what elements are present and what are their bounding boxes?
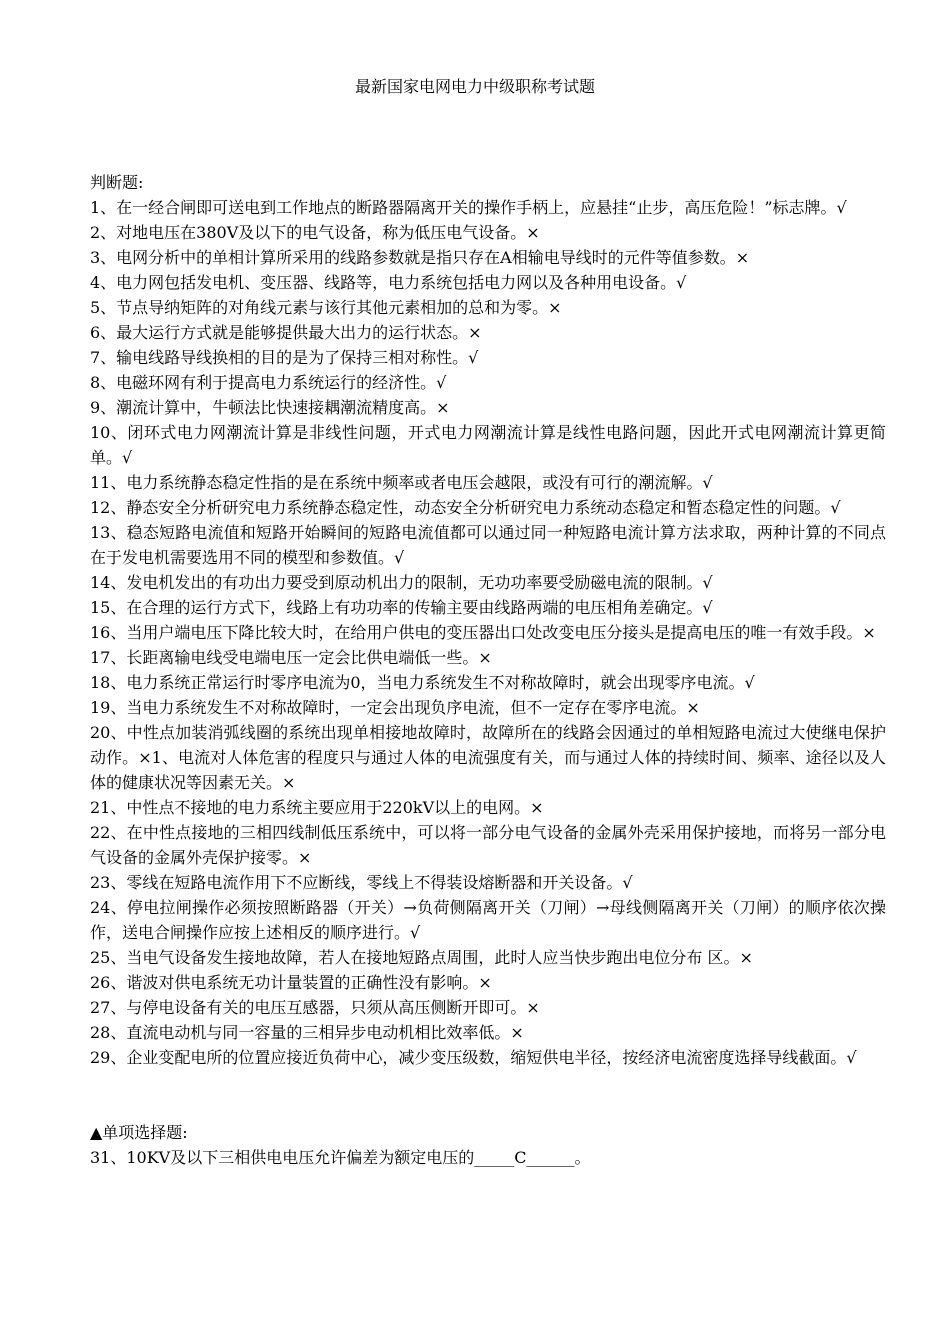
- section-spacer: [90, 1070, 886, 1120]
- question-item: 28、直流电动机与同一容量的三相异步电动机相比效率低。×: [90, 1023, 524, 1042]
- choice-question-list: [90, 1145, 886, 1170]
- choice-section-heading: ▲单项选择题:: [90, 1123, 188, 1142]
- question-item: 15、在合理的运行方式下，线路上有功功率的传输主要由线路两端的电压相角差确定。√: [90, 598, 713, 617]
- question-item: 7、输电线路导线换相的目的是为了保持三相对称性。√: [90, 348, 479, 367]
- question-item: 25、当电气设备发生接地故障，若人在接地短路点周围，此时人应当快步跑出电位分布 区。×: [90, 948, 753, 967]
- question-item: 3、电网分析中的单相计算所采用的线路参数就是指只存在A相输电导线时的元件等值参数。×: [90, 248, 750, 267]
- question-item: 29、企业变配电所的位置应接近负荷中心，减少变压级数，缩短供电半径，按经济电流密度选择导线截面。√: [90, 1048, 857, 1067]
- question-item: 17、长距离输电线受电端电压一定会比供电端低一些。×: [90, 648, 492, 667]
- question-item: 16、当用户端电压下降比较大时，在给用户供电的变压器出口处改变电压分接头是提高电压的唯一有效手段。×: [90, 623, 876, 642]
- question-item: 6、最大运行方式就是能够提供最大出力的运行状态。×: [90, 323, 482, 342]
- question-item: 13、稳态短路电流值和短路开始瞬间的短路电流值都可以通过同一种短路电流计算方法求取，两种计算的不同点在于发电机需要选用不同的模型和参数值。√: [90, 523, 886, 567]
- judgment-question-list: [90, 195, 886, 1070]
- judgment-section-heading: 判断题:: [90, 173, 144, 192]
- question-item: 4、电力网包括发电机、变压器、线路等，电力系统包括电力网以及各种用电设备。√: [90, 273, 687, 292]
- document-title: 最新国家电网电力中级职称考试题: [354, 77, 595, 96]
- question-item: 24、停电拉闸操作必须按照断路器（开关）→负荷侧隔离开关（刀闸）→母线侧隔离开关（刀闸）的顺序依次操作，送电合闸操作应按上述相反的顺序进行。√: [90, 898, 886, 942]
- question-item: 2、对地电压在380V及以下的电气设备，称为低压电气设备。×: [90, 223, 540, 242]
- question-item: 11、电力系统静态稳定性指的是在系统中频率或者电压会越限，或没有可行的潮流解。√: [90, 473, 713, 492]
- question-item: 9、潮流计算中，牛顿法比快速接耦潮流精度高。×: [90, 398, 450, 417]
- question-item: 18、电力系统正常运行时零序电流为0，当电力系统发生不对称故障时，就会出现零序电流。√: [90, 673, 755, 692]
- question-item: 23、零线在短路电流作用下不应断线，零线上不得装设熔断器和开关设备。√: [90, 873, 633, 892]
- question-item: 8、电磁环网有利于提高电力系统运行的经济性。√: [90, 373, 447, 392]
- question-item: 1、在一经合闸即可送电到工作地点的断路器隔离开关的操作手柄上，应悬挂“止步，高压危险！”标志牌。√: [90, 198, 847, 217]
- question-item: 20、中性点加装消弧线圈的系统出现单相接地故障时，故障所在的线路会因通过的单相短路电流过大使继电保护动作。×1、电流对人体危害的程度只与通过人体的电流强度有关，而与通过人体的持续时间、频率、途径以及人体的健康状况等因素无关。×: [90, 723, 886, 792]
- question-item: 5、节点导纳矩阵的对角线元素与该行其他元素相加的总和为零。×: [90, 298, 562, 317]
- question-item: 19、当电力系统发生不对称故障时，一定会出现负序电流，但不一定存在零序电流。×: [90, 698, 700, 717]
- question-item: 21、中性点不接地的电力系统主要应用于220kV以上的电网。×: [90, 798, 544, 817]
- question-item: 22、在中性点接地的三相四线制低压系统中，可以将一部分电气设备的金属外壳采用保护接地，而将另一部分电气设备的金属外壳保护接零。×: [90, 823, 886, 867]
- question-item: 31、10KV及以下三相供电电压允许偏差为额定电压的_____C______。: [90, 1148, 591, 1167]
- question-item: 26、谐波对供电系统无功计量装置的正确性没有影响。×: [90, 973, 492, 992]
- question-item: 12、静态安全分析研究电力系统静态稳定性，动态安全分析研究电力系统动态稳定和暂态稳定性的问题。√: [90, 498, 841, 517]
- question-item: 14、发电机发出的有功出力要受到原动机出力的限制，无功功率要受励磁电流的限制。√: [90, 573, 713, 592]
- question-item: 27、与停电设备有关的电压互感器，只须从高压侧断开即可。×: [90, 998, 540, 1017]
- document-body: [90, 170, 886, 1170]
- question-item: 10、闭环式电力网潮流计算是非线性问题，开式电力网潮流计算是线性电路问题，因此开式电网潮流计算更简单。√: [90, 423, 886, 467]
